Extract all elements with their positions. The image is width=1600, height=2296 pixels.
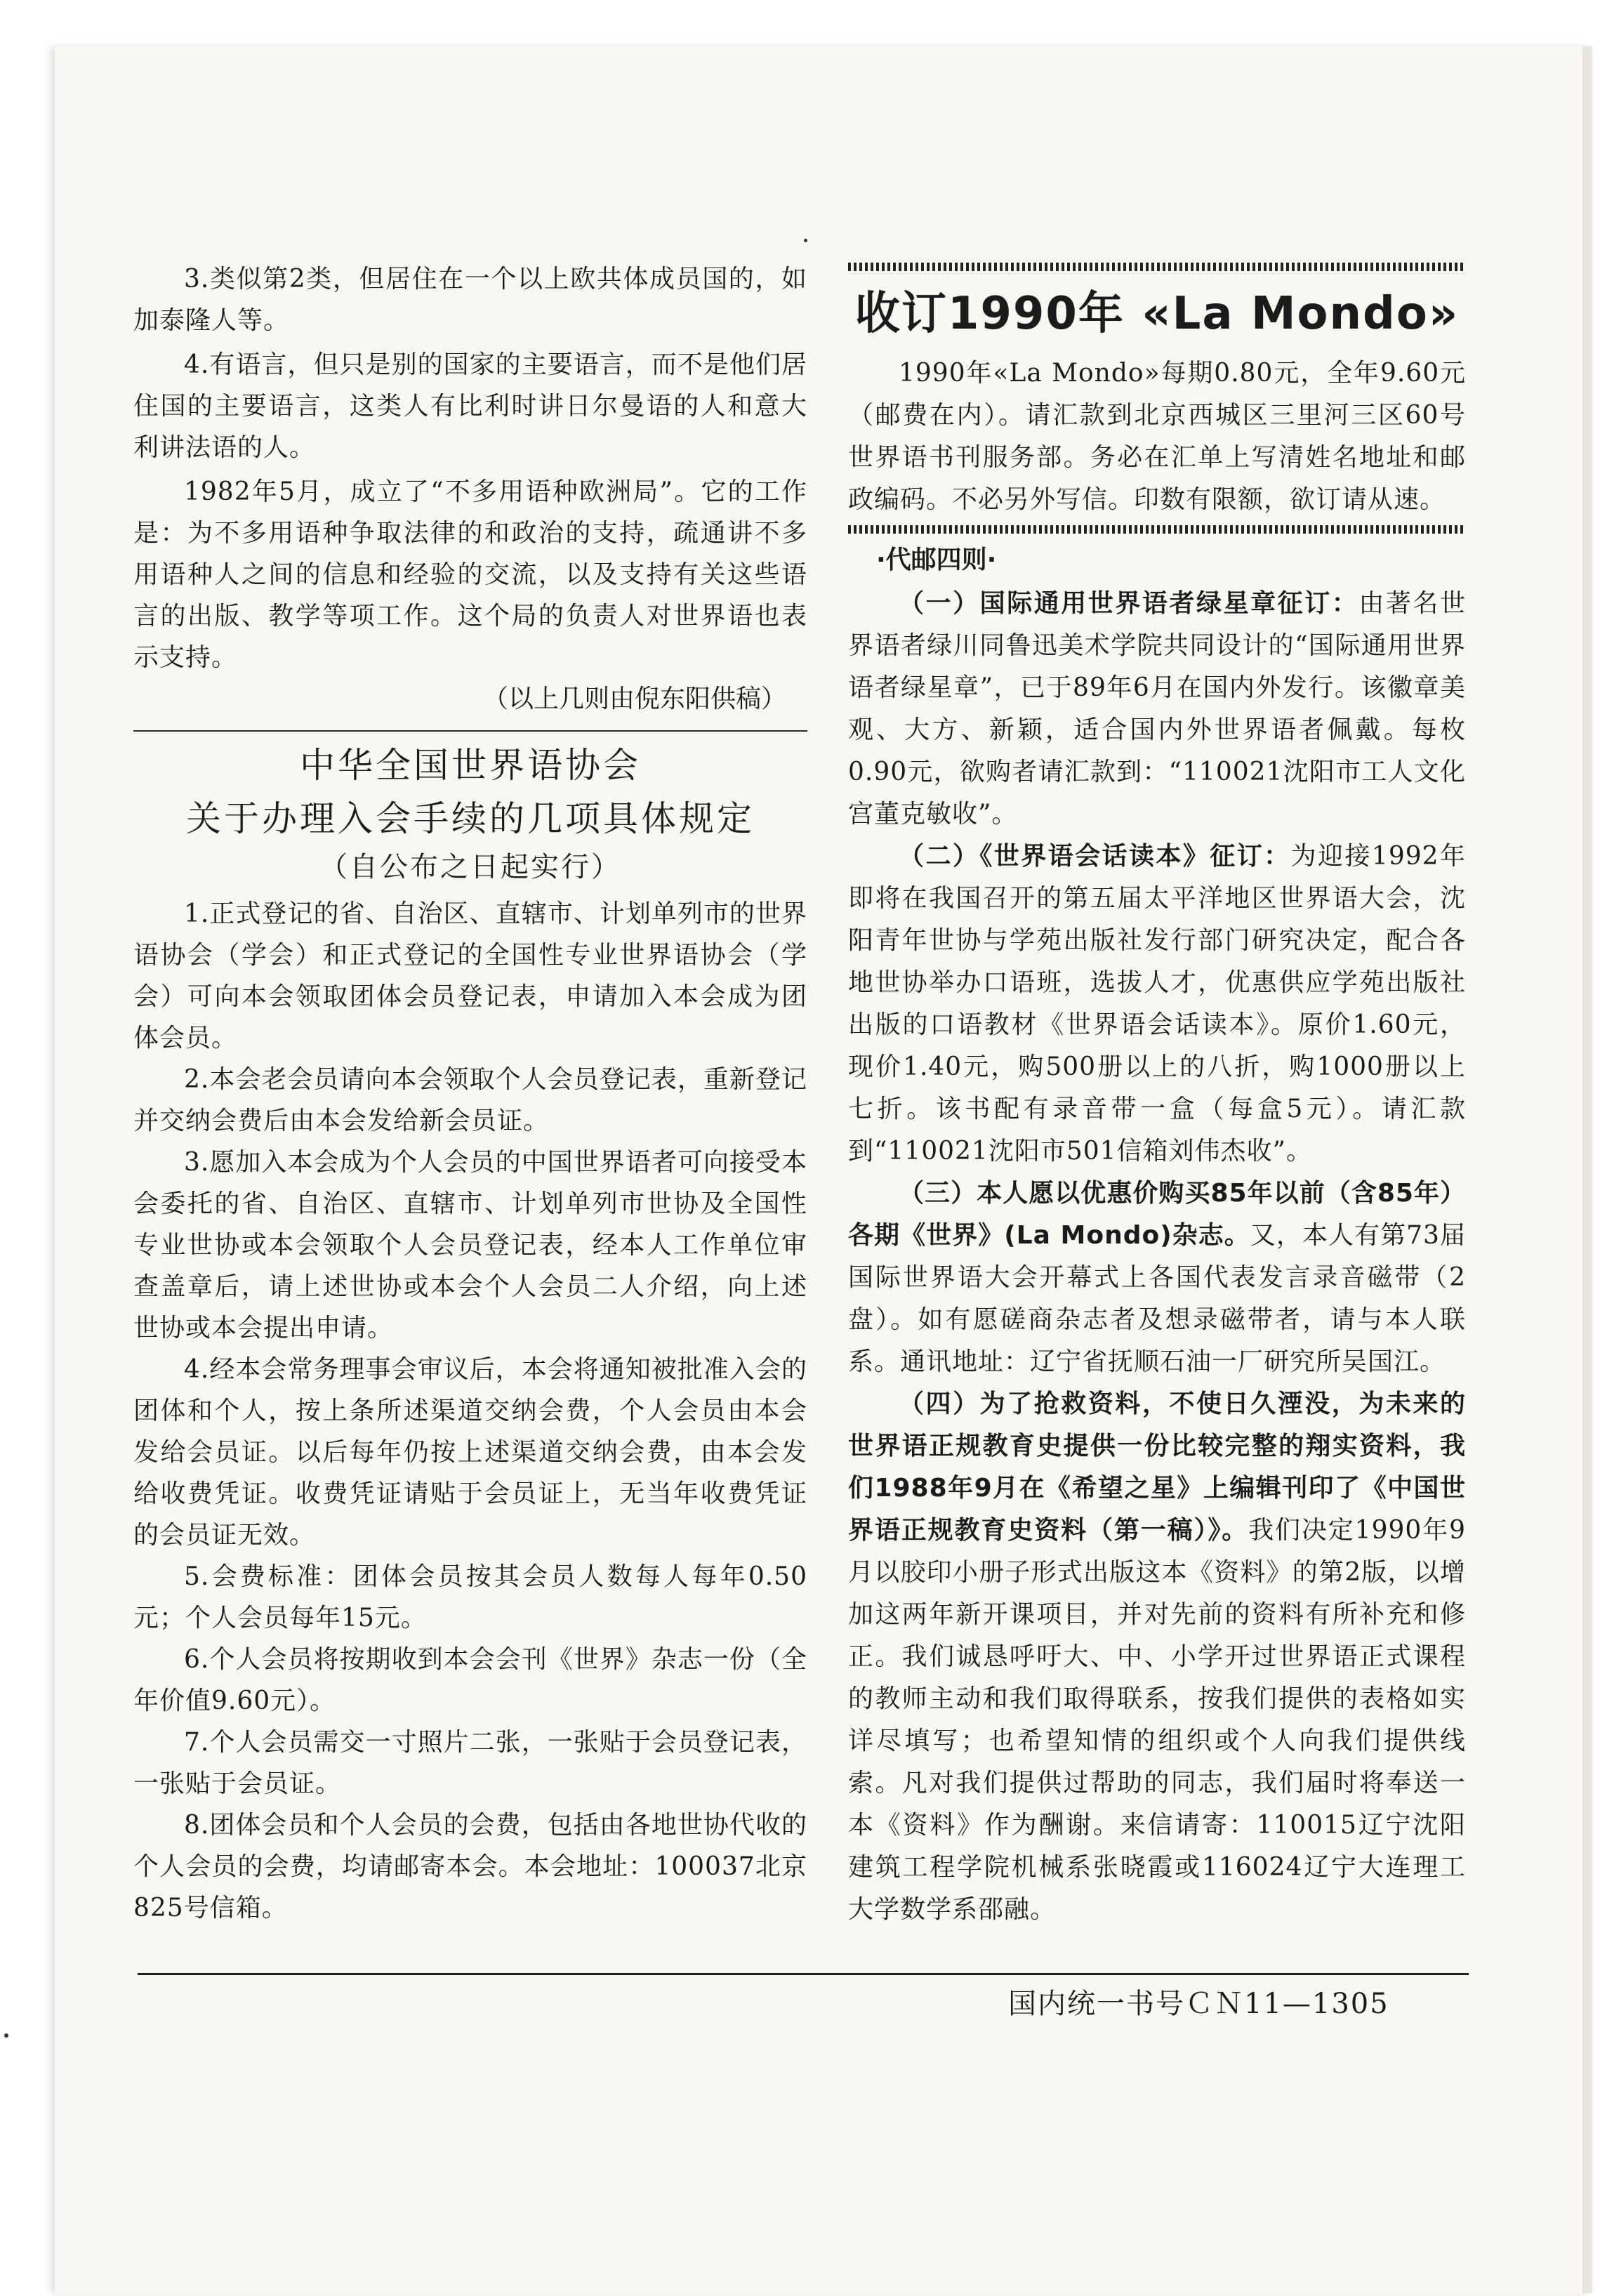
notice-body: 又，本人有第73届国际世界语大会开幕式上各国代表发言录音磁带（2盘）。如有愿磋商杂志者及想录磁带者，请与本人联系。通讯地址：辽宁省抚顺石油一厂研究所吴国江。 <box>848 1221 1466 1376</box>
footer-rule <box>138 1973 1469 1975</box>
notice-label: （一）国际通用世界语者绿星章征订： <box>899 589 1359 618</box>
rule-item: 7.个人会员需交一寸照片二张，一张贴于会员登记表，一张贴于会员证。 <box>133 1728 807 1798</box>
notice-item <box>848 1383 1466 1931</box>
notice-body: 我们决定1990年9月以胶印小册子形式出版这本《资料》的第2版，以增加这两年新开课项目，并对先前的资料有所补充和修正。我们诚恳呼吁大、中、小学开过世界语正式课程的教师主动和我们取得联系，按我们提供的表格如实详尽填写；也希望知情的组织或个人向我们提供线索。凡对我们提供过帮助的同志，我们届时将奉送一本《资料》作为酬谢。来信请寄：110015辽宁沈阳建筑工程学院机械系张晓霞或116024辽宁大连理工大学数学系邵融。 <box>848 1516 1466 1924</box>
book-code: 国内统一书号ＣＮ11—1305 <box>1008 1988 1389 2020</box>
scan-speck <box>804 239 807 242</box>
contributor-signoff: （以上几则由倪东阳供稿） <box>482 685 786 713</box>
membership-rules-section <box>133 739 807 1929</box>
notice-label: （二）《世界语会话读本》征订： <box>899 842 1291 871</box>
rule-item: 6.个人会员将按期收到本会会刊《世界》杂志一份（全年价值9.60元）。 <box>133 1645 807 1715</box>
subscription-text: 1990年«La Mondo»每期0.80元，全年9.60元（邮费在内）。请汇款到北京西城区三里河三区60号世界语书刊服务部。务必在汇单上写清姓名地址和邮政编码。不必另外写信。印数有限额，欲订请从速。 <box>848 359 1466 514</box>
section-title-line1: 中华全国世界语协会 <box>300 745 641 786</box>
notice-label: （三）本人愿以优惠价购买85年以前（含85年）各期《世界》(La Mondo)杂志。 <box>848 1179 1466 1250</box>
left-paragraph: 1982年5月，成立了“不多用语种欧洲局”。它的工作是：为不多用语种争取法律的和政治的支持，疏通讲不多用语种人之间的信息和经验的交流，以及支持有关这些语言的出版、教学等项工作。这个局的负责人对世界语也表示支持。 <box>133 477 807 672</box>
notice-item <box>848 1173 1466 1383</box>
notices-heading: ·代邮四则· <box>876 546 997 574</box>
paper-edge <box>1582 46 1592 2293</box>
notice-body: 为迎接1992年即将在我国召开的第五届太平洋地区世界语大会，沈阳青年世协与学苑出版社发行部门研究决定，配合各地世协举办口语班，选拔人才，优惠供应学苑出版社出版的口语教材《世界语会话读本》。原价1.60元，现价1.40元，购500册以上的八折，购1000册以上七折。该书配有录音带一盒（每盒5元）。请汇款到“110021沈阳市501信箱刘伟杰收”。 <box>848 842 1466 1166</box>
dashed-rule-top <box>848 263 1466 271</box>
notice-label: （四）为了抢救资料，不使日久湮没，为未来的世界语正规教育史提供一份比较完整的翔实资料，我们1988年9月在《希望之星》上编辑刊印了《中国世界语正规教育史资料（第一稿）》。 <box>848 1390 1466 1545</box>
section-subtitle: （自公布之日起实行） <box>319 851 621 883</box>
notice-body: 由著名世界语者绿川同鲁迅美术学院共同设计的“国际通用世界语者绿星章”，已于89年6月在国内外发行。该徽章美观、大方、新颖，适合国内外世界语者佩戴。每枚0.90元，欲购者请汇款到：“110021沈阳市工人文化宫董克敏收”。 <box>848 589 1466 829</box>
rule-item: 5.会费标准：团体会员按其会员人数每人每年0.50元；个人会员每年15元。 <box>133 1562 807 1632</box>
rule-item: 1.正式登记的省、自治区、直辖市、计划单列市的世界语协会（学会）和正式登记的全国性专业世界语协会（学会）可向本会领取团体会员登记表，申请加入本会成为团体会员。 <box>133 899 807 1053</box>
left-paragraph: 4.有语言，但只是别的国家的主要语言，而不是他们居住国的主要语言，这类人有比利时讲日尔曼语的人和意大利讲法语的人。 <box>133 350 807 462</box>
section-divider <box>133 730 807 732</box>
notice-item <box>848 836 1466 1173</box>
rule-item: 8.团体会员和个人会员的会费，包括由各地世协代收的个人会员的会费，均请邮寄本会。本会地址：100037北京825号信箱。 <box>133 1811 807 1922</box>
subscription-box <box>848 263 1466 534</box>
left-column <box>133 258 807 1929</box>
right-column <box>848 258 1466 1931</box>
scan-speck <box>4 2033 8 2038</box>
rule-item: 4.经本会常务理事会审议后，本会将通知被批准入会的团体和个人，按上条所述渠道交纳会费，个人会员由本会发给会员证。以后每年仍按上述渠道交纳会费，由本会发给收费凭证。收费凭证请贴于会员证上，无当年收费凭证的会员证无效。 <box>133 1355 807 1550</box>
rule-item: 2.本会老会员请向本会领取个人会员登记表，重新登记并交纳会费后由本会发给新会员证。 <box>133 1065 807 1135</box>
notice-item <box>848 583 1466 836</box>
dashed-rule-bottom <box>848 525 1466 534</box>
subscription-title: 收订1990年 «La Mondo» <box>854 288 1460 340</box>
section-title-line2: 关于办理入会手续的几项具体规定 <box>186 798 755 839</box>
rule-item: 3.愿加入本会成为个人会员的中国世界语者可向接受本会委托的省、自治区、直辖市、计划单列市世协及全国性专业世协或本会领取个人会员登记表，经本人工作单位审查盖章后，请上述世协或本会个人会员二人介绍，向上述世协或本会提出申请。 <box>133 1148 807 1342</box>
left-paragraph: 3.类似第2类，但居住在一个以上欧共体成员国的，如加泰隆人等。 <box>133 265 807 335</box>
